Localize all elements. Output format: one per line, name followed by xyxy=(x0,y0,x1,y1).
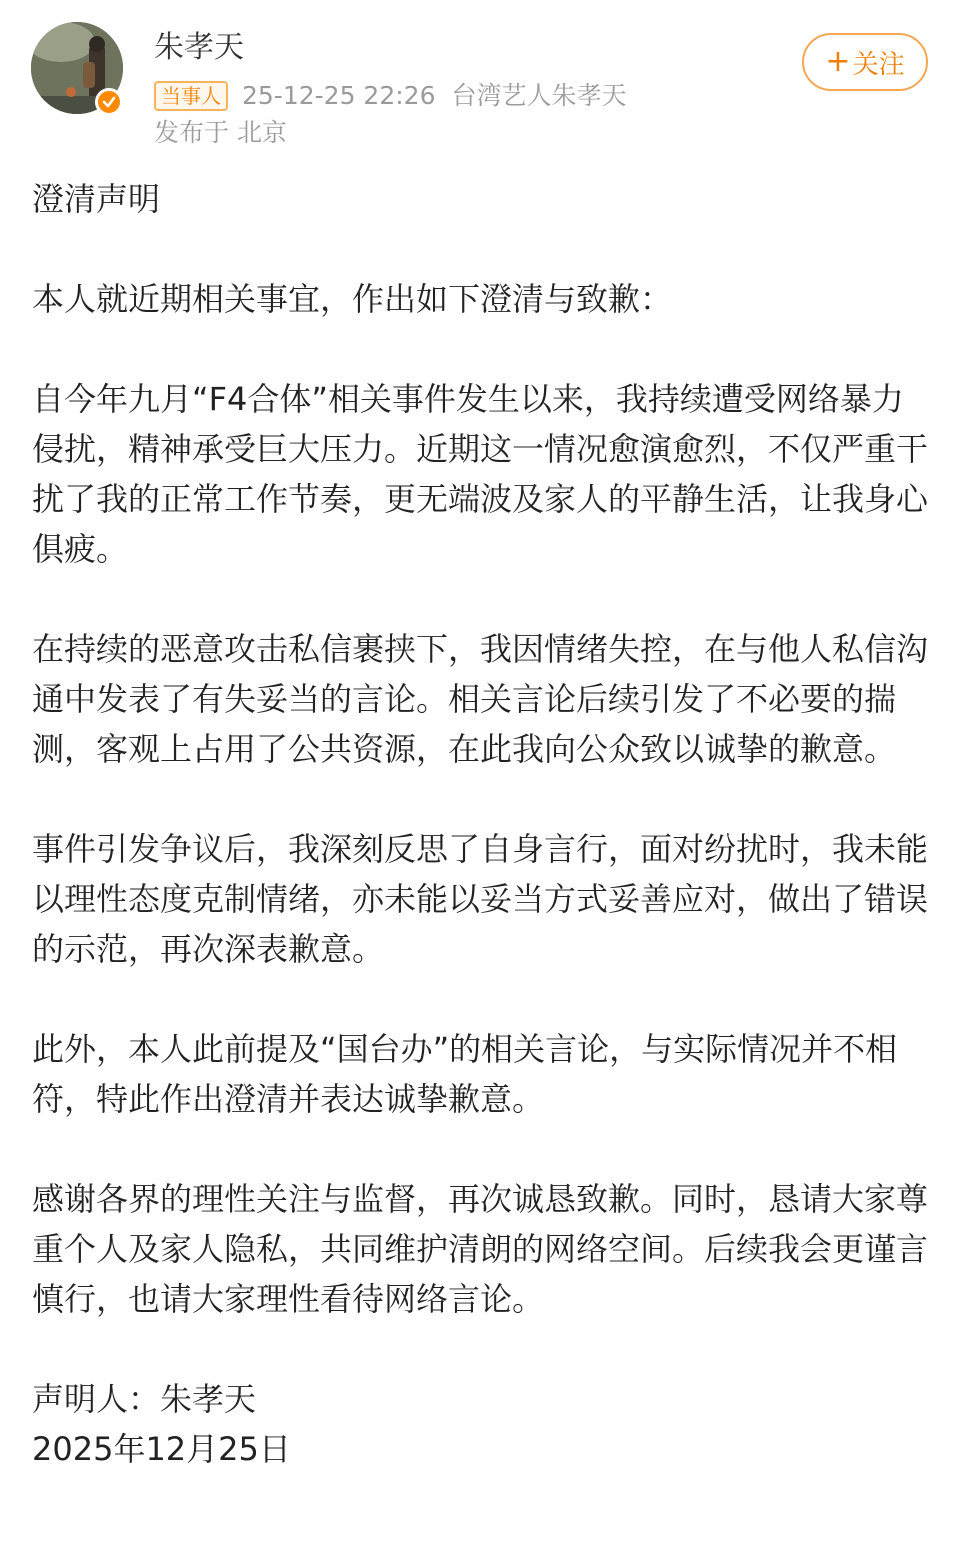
author-name[interactable]: 朱孝天 xyxy=(154,30,244,65)
post-source: 台湾艺人朱孝天 xyxy=(451,81,627,110)
post-location: 发布于 北京 xyxy=(154,118,287,147)
plus-icon: + xyxy=(825,44,851,79)
post-timestamp: 25-12-25 22:26 xyxy=(242,81,436,110)
statement-intro: 本人就近期相关事宜，作出如下澄清与致歉： xyxy=(32,280,673,318)
post-body xyxy=(32,174,928,1474)
statement-date: 2025年12月25日 xyxy=(32,1430,291,1468)
statement-paragraph: 事件引发争议后，我深刻反思了自身言行，面对纷扰时，我未能以理性态度克制情绪，亦未能以妥当方式妥善应对，做出了错误的示范，再次深表歉意。 xyxy=(32,830,929,968)
role-badge: 当事人 xyxy=(154,81,228,111)
statement-paragraph: 在持续的恶意攻击私信裹挟下，我因情绪失控，在与他人私信沟通中发表了有失妥当的言论。相关言论后续引发了不必要的揣测，客观上占用了公共资源，在此我向公众致以诚挚的歉意。 xyxy=(32,630,929,768)
statement-signature: 声明人：朱孝天 xyxy=(32,1380,257,1418)
statement-paragraph: 此外，本人此前提及“国台办”的相关言论，与实际情况并不相符，特此作出澄清并表达诚挚歉意。 xyxy=(32,1030,898,1118)
statement-paragraph: 自今年九月“F4合体”相关事件发生以来，我持续遭受网络暴力侵扰，精神承受巨大压力。近期这一情况愈演愈烈，不仅严重干扰了我的正常工作节奏，更无端波及家人的平静生活，让我身心俱疲。 xyxy=(32,380,929,568)
statement-title: 澄清声明 xyxy=(32,180,161,218)
verified-badge-icon xyxy=(95,88,123,116)
follow-button[interactable] xyxy=(802,33,928,91)
post-header xyxy=(0,0,960,160)
post-meta xyxy=(154,78,627,114)
statement-paragraph: 感谢各界的理性关注与监督，再次诚恳致歉。同时，恳请大家尊重个人及家人隐私，共同维护清朗的网络空间。后续我会更谨言慎行，也请大家理性看待网络言论。 xyxy=(32,1180,929,1318)
follow-label: 关注 xyxy=(852,49,905,80)
